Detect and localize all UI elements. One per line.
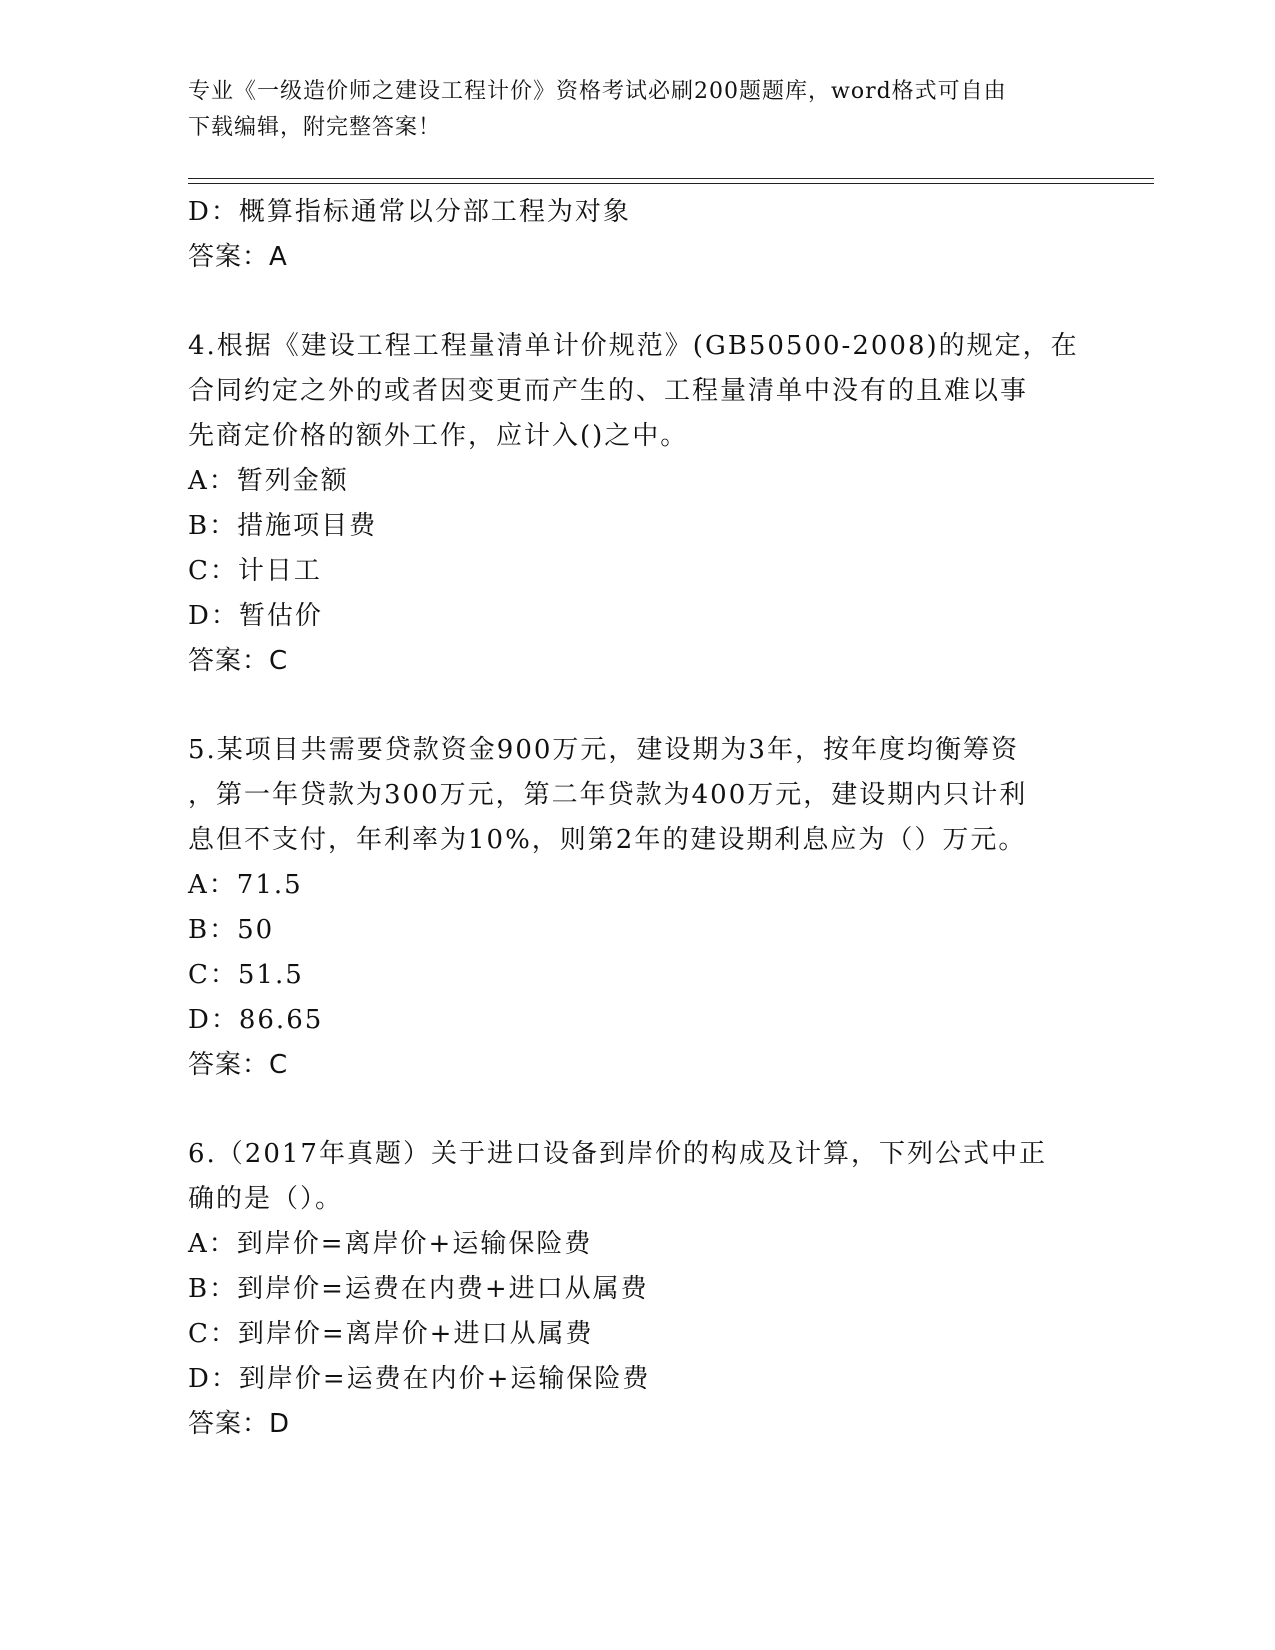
q4-option-c: C：计日工 <box>188 556 322 586</box>
q6-option-d: D：到岸价=运费在内价+运输保险费 <box>188 1364 651 1394</box>
q4-option-d: D：暂估价 <box>188 601 323 631</box>
q4-stem-line: 先商定价格的额外工作，应计入()之中。 <box>188 421 689 451</box>
question-5 <box>188 728 1068 1088</box>
q6-option-b: B：到岸价=运费在内费+进口从属费 <box>188 1274 649 1304</box>
header-divider-bottom <box>188 183 1154 184</box>
header-line-1: 专业《一级造价师之建设工程计价》资格考试必刷200题题库，word格式可自由 <box>188 79 1007 104</box>
q5-stem-line: ，第一年贷款为300万元，第二年贷款为400万元，建设期内只计利 <box>188 780 1028 810</box>
q5-option-c: C：51.5 <box>188 960 304 990</box>
q4-stem-line: 合同约定之外的或者因变更而产生的、工程量清单中没有的且难以事 <box>188 376 1029 406</box>
question-6 <box>188 1132 1068 1447</box>
header-line-2: 下载编辑，附完整答案！ <box>188 115 442 140</box>
spacer <box>188 280 1068 324</box>
question-3-tail <box>188 190 1068 280</box>
q6-option-c: C：到岸价=离岸价+进口从属费 <box>188 1319 594 1349</box>
document-header <box>188 74 1088 146</box>
document-body <box>188 190 1079 1447</box>
q4-stem-line: 4.根据《建设工程工程量清单计价规范》(GB50500-2008)的规定，在 <box>188 331 1079 361</box>
q5-answer: 答案：C <box>188 1050 289 1080</box>
header-divider-top <box>188 178 1154 179</box>
q4-answer: 答案：C <box>188 646 289 676</box>
spacer <box>188 1088 1068 1132</box>
q6-option-a: A：到岸价=离岸价+运输保险费 <box>188 1229 593 1259</box>
q4-option-b: B：措施项目费 <box>188 511 378 541</box>
q4-option-a: A：暂列金额 <box>188 466 349 496</box>
q6-answer: 答案：D <box>188 1409 291 1439</box>
question-4 <box>188 324 1079 684</box>
q5-option-d: D：86.65 <box>188 1005 324 1035</box>
q5-option-a: A：71.5 <box>188 870 303 900</box>
q5-stem-line: 5.某项目共需要贷款资金900万元，建设期为3年，按年度均衡筹资 <box>188 735 1019 765</box>
spacer <box>188 684 1068 728</box>
q5-option-b: B：50 <box>188 915 275 945</box>
q6-stem-line: 确的是（）。 <box>188 1184 344 1214</box>
q3-option-d: D：概算指标通常以分部工程为对象 <box>188 197 631 227</box>
q6-stem-line: 6.（2017年真题）关于进口设备到岸价的构成及计算，下列公式中正 <box>188 1139 1047 1169</box>
q3-answer: 答案：A <box>188 242 288 272</box>
q5-stem-line: 息但不支付，年利率为10%，则第2年的建设期利息应为（）万元。 <box>188 825 1027 855</box>
